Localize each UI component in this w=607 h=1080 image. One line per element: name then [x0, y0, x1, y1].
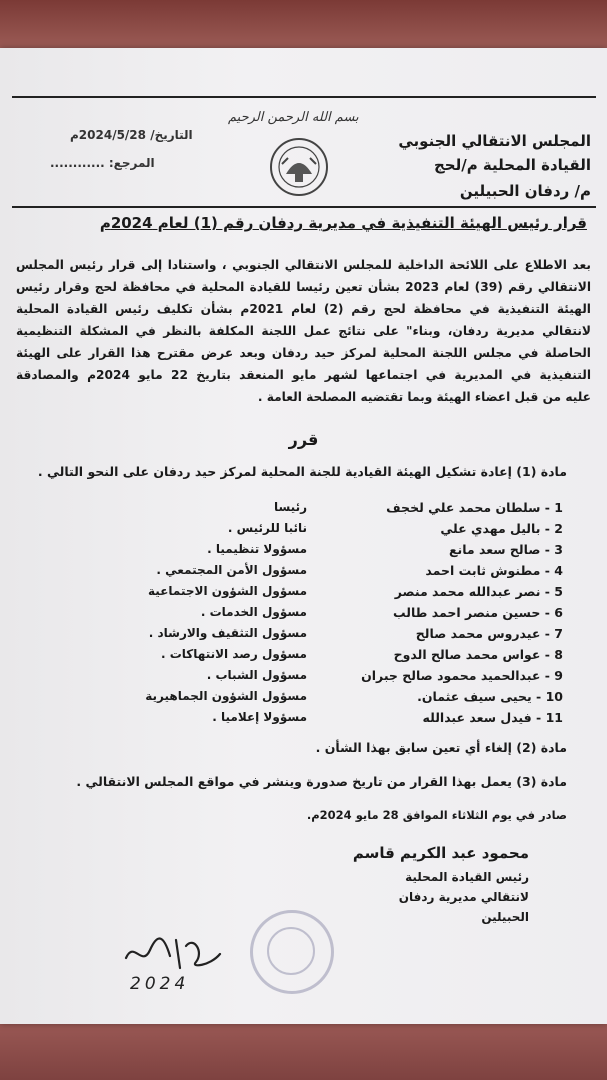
preamble-line-3: الهيئة التنفيذية في محافظة لحج رقم (2) لعام 2021م بشأن تكليف رئيس القيادة المحلية	[16, 302, 591, 316]
member-role: مسؤول الشؤون الاجتماعية	[148, 584, 307, 598]
org-branch: القيادة المحلية م/لحج	[433, 156, 591, 174]
header-top-rule	[12, 96, 596, 98]
handwritten-signature	[120, 928, 230, 976]
org-name: المجلس الانتقالي الجنوبي	[398, 132, 591, 150]
signatory-title-2: لانتقالي مديرية ردفان	[398, 890, 529, 904]
document-paper	[0, 48, 607, 1024]
preamble-line-2: الانتقالي رقم (39) لعام 2023 بشأن تعين رئيسا للقيادة المحلية في محافظة لحج وقرار رئيس	[16, 280, 591, 294]
member-name: 11 - فيدل سعد عبدالله	[422, 710, 563, 725]
preamble-line-6: التنفيذية في المديرية في اجتماعها لشهر مايو المنعقد بتاريخ 22 مايو 2024م والمصادقة	[16, 368, 591, 382]
article-1-intro: مادة (1) إعادة تشكيل الهيئة القيادية للجنة المحلية لمركز حيد ردفان على النحو التالي .	[37, 464, 567, 479]
member-role: مسؤولا تنظيميا .	[207, 542, 307, 556]
member-role: مسؤول التثقيف والارشاد .	[148, 626, 307, 640]
member-name: 10 - يحيى سيف عثمان.	[417, 689, 563, 704]
member-role: مسؤول الخدمات .	[200, 605, 307, 619]
member-name: 8 - عواس محمد صالح الدوح	[393, 647, 563, 662]
member-role: مسؤول الشؤون الجماهيرية	[145, 689, 307, 703]
decree-title: قرار رئيس الهيئة التنفيذية في مديرية ردفان رقم (1) لعام 2024م	[99, 214, 587, 232]
basmala: بسم الله الرحمن الرحيم	[228, 110, 359, 125]
stamp-emblem	[267, 927, 315, 975]
member-role: مسؤول رصد الانتهاكات .	[161, 647, 307, 661]
preamble-line-5: الحاصلة في مجلس اللجنة المحلية لمركز حيد ردفان وبعد عرض مقترح هذا القرار على الهيئة	[16, 346, 591, 360]
article-2: مادة (2) إلغاء أي تعين سابق بهذا الشأن .	[315, 740, 567, 755]
member-name: 3 - صالح سعد مانع	[448, 542, 563, 557]
signatory-name: محمود عبد الكريم قاسم	[352, 844, 529, 862]
signatory-title-3: الحبيلين	[481, 910, 529, 924]
member-name: 7 - عيدروس محمد صالح	[415, 626, 563, 641]
official-stamp	[250, 910, 334, 994]
preamble-line-4: لانتقالي مديرية ردفان، وبناء" على نتائج عمل اللجنة المكلفة بالنظر في المشكلة التنظيمية	[16, 324, 591, 338]
emblem-icon	[268, 134, 330, 200]
handwritten-date: 2024	[130, 974, 190, 994]
member-role: مسؤول الشباب .	[206, 668, 307, 682]
issued-date: صادر في يوم الثلاثاء الموافق 28 مايو 2024م.	[306, 808, 567, 822]
member-role: مسؤول الأمن المجتمعي .	[156, 563, 307, 577]
member-name: 9 - عبدالحميد محمود صالح جبران	[361, 668, 563, 683]
document-reference: المرجع: ............	[50, 156, 155, 170]
preamble-line-1: بعد الاطلاع على اللائحة الداخلية للمجلس الانتقالي الجنوبي ، واستنادا إلى قرار رئيس المجلس	[16, 258, 591, 272]
article-3: مادة (3) يعمل بهذا القرار من تاريخ صدورة وينشر في مواقع المجلس الانتقالي .	[76, 774, 567, 789]
decided-heading: قرر	[288, 430, 319, 449]
document-date: التاريخ/ 2024/5/28م	[70, 128, 193, 142]
member-role: نائبا للرئيس .	[227, 521, 307, 535]
member-role: مسؤولا إعلاميا .	[212, 710, 307, 724]
member-role: رئيسا	[273, 500, 307, 514]
preamble-line-7: عليه من قبل اعضاء الهيئة وبما تقتضيه المصلحة العامة .	[257, 390, 591, 404]
member-name: 2 - باليل مهدي علي	[440, 521, 563, 536]
member-name: 1 - سلطان محمد علي لخجف	[386, 500, 563, 515]
org-district: م/ ردفان الحبيلين	[459, 182, 591, 200]
signatory-title-1: رئيس القيادة المحلية	[405, 870, 529, 884]
header-bottom-rule	[12, 206, 596, 208]
member-name: 6 - حسين منصر احمد طالب	[393, 605, 563, 620]
member-name: 5 - نصر عبدالله محمد منصر	[394, 584, 563, 599]
background-bottom	[0, 1018, 607, 1080]
member-name: 4 - مطنوش ثابت احمد	[425, 563, 563, 578]
